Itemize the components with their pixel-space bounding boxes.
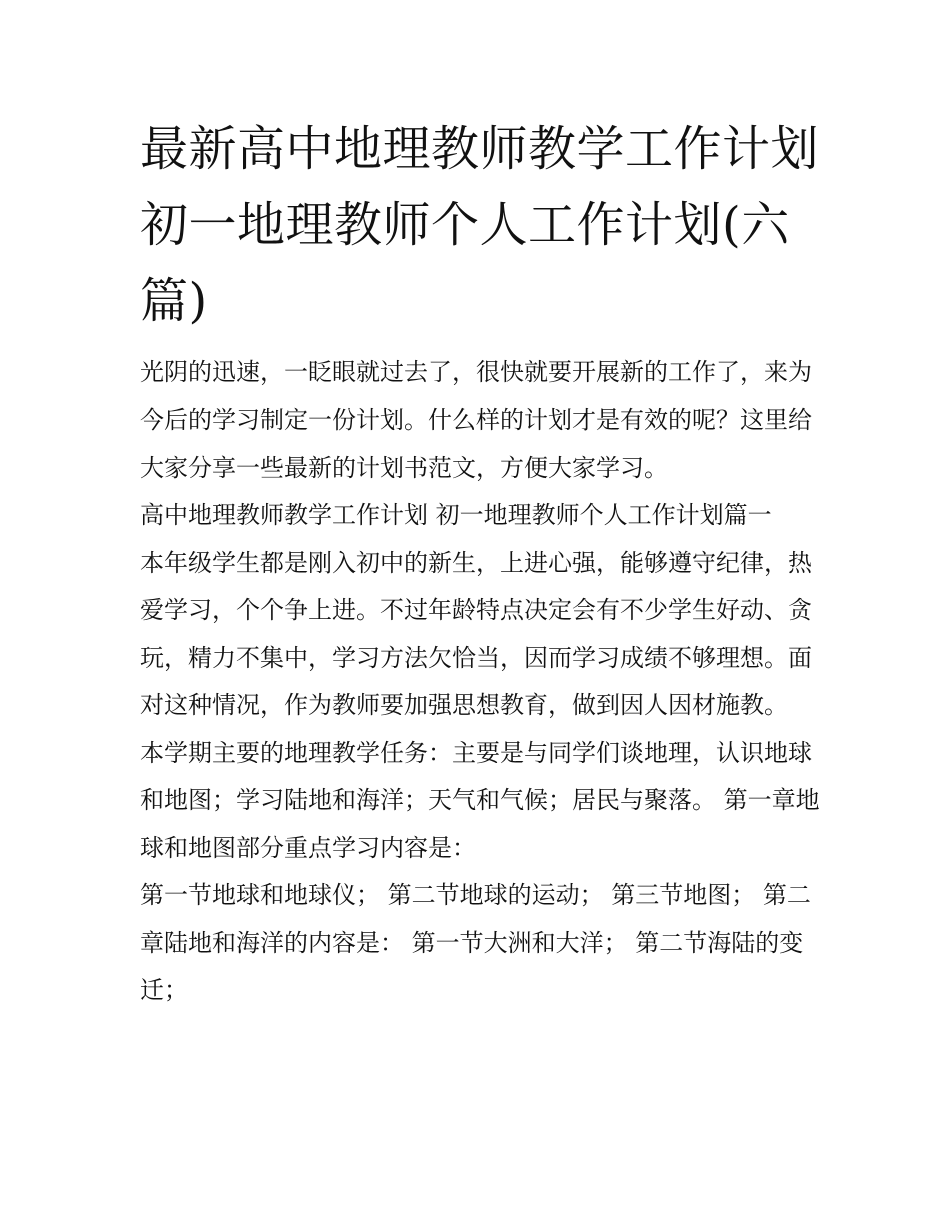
document-body: [140, 349, 820, 1014]
paragraph-intro: 光阴的迅速，一眨眼就过去了，很快就要开展新的工作了，来为今后的学习制定一份计划。什么样的计划才是有效的呢？这里给大家分享一些最新的计划书范文，方便大家学习。: [140, 358, 812, 482]
paragraph-tasks: 本学期主要的地理教学任务：主要是与同学们谈地理，认识地球和地图；学习陆地和海洋；天气和气候；居民与聚落。 第一章地球和地图部分重点学习内容是：: [140, 738, 820, 862]
paragraph-section-heading: 高中地理教师教学工作计划 初一地理教师个人工作计划篇一: [140, 501, 772, 530]
paragraph-chapters: 第一节地球和地球仪； 第二节地球的运动； 第三节地图； 第二章陆地和海洋的内容是： 第一节大洲和大洋； 第二节海陆的变迁；: [140, 881, 811, 1005]
document-title: 最新高中地理教师教学工作计划 初一地理教师个人工作计划(六篇): [140, 121, 820, 329]
paragraph-students: 本年级学生都是刚入初中的新生，上进心强，能够遵守纪律，热爱学习，个个争上进。不过年龄特点决定会有不少学生好动、贪玩，精力不集中，学习方法欠恰当，因而学习成绩不够理想。面对这种情况，作为教师要加强思想教育，做到因人因材施教。: [140, 548, 812, 720]
